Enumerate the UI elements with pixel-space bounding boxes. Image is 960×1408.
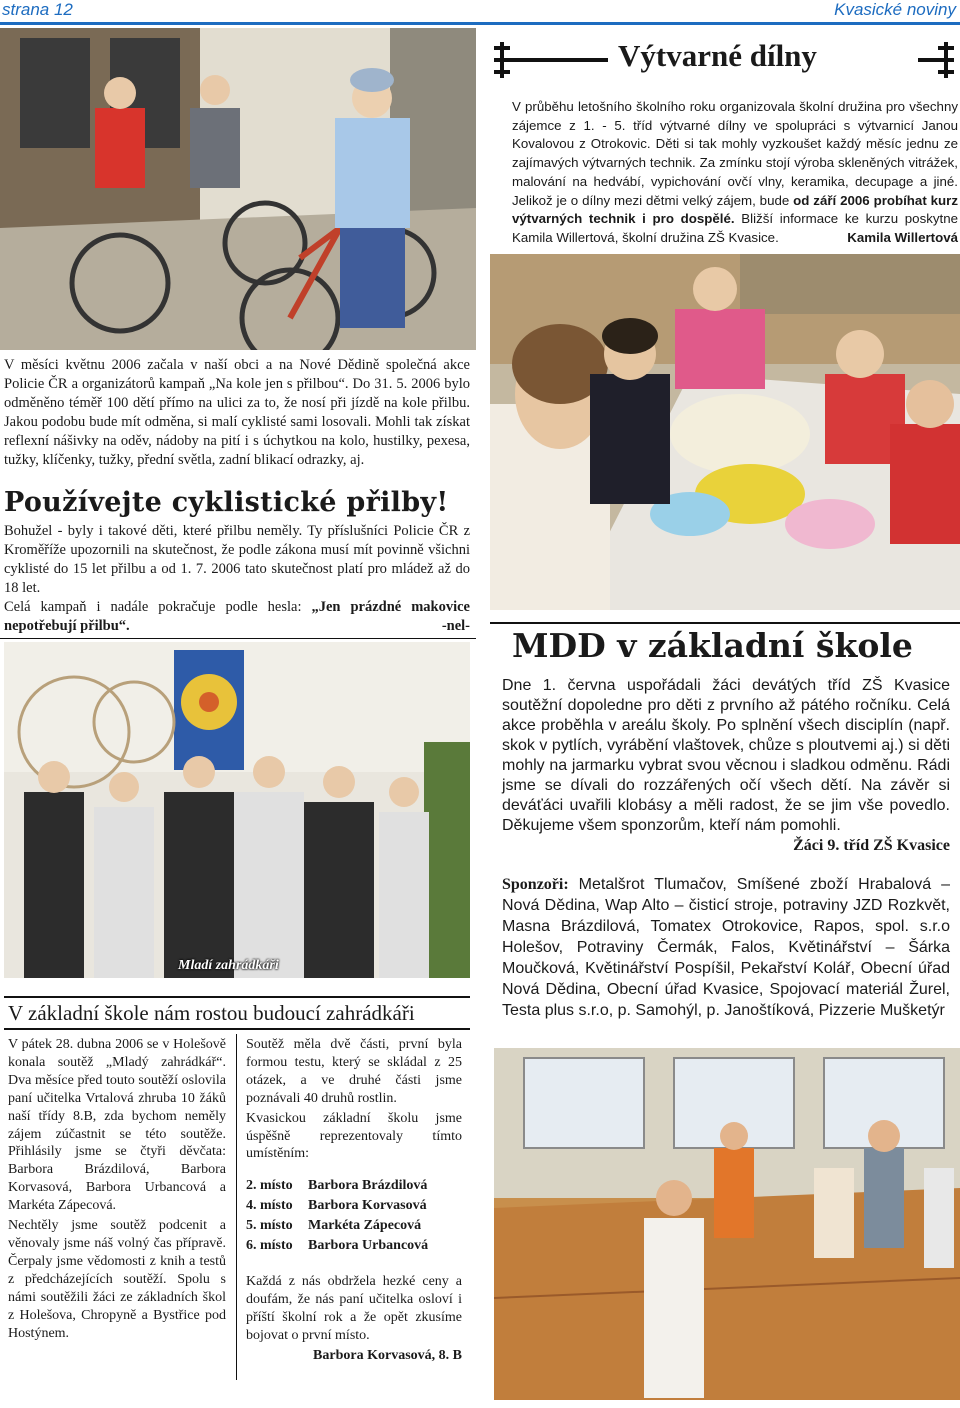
results-table xyxy=(246,1177,428,1257)
zahradkari-col1: V pátek 28. dubna 2006 se v Holešově konala soutěž „Mladý zahrádkář“. Dva měsíce před touto soutěží oslovila paní učitelka Vrtalová zhruba 10 žáků naší třídy 8.B, zda bychom neměly zájem zúčastnit se této soutěže. Přihlásily jsme se čtyři děvčata: Barbora Brázdilová, Barbora Korvasová, Barbora Urbancová a Markéta Zápecová. Nechtěly jsme soutěž podcenit a věnovaly jsme náš volný čas přípravě. Čerpaly jsme vědomosti z knih a testů z předcházejících soutěží. Spolu s námi soutěžili žáci ze základních škol z Holešova, Chropyně a Bystřice pod Hostýnem. xyxy=(8,1037,226,1341)
zahradkari-col2: Soutěž měla dvě části, první byla formou testu, který se skládal z 25 otázek, a ve druhé části jsme poznávali 40 druhů rostlin. Kvasickou základní školu jsme úspěšně reprezentovaly tímto umístěním: 2. místo Barbora Brázdilová 4. místo Barbora Korvasová 5. místo Markéta Zápecová 6. místo Barbora Urbancová Každá z nás obdržela hezké ceny a doufám, že nás paní učitelka osloví i příští školní rok a že opět zkusíme bojovat o první místo. Barbora Korvasová, 8. B xyxy=(246,1037,462,1363)
vytvarne-title: Výtvarné dílny xyxy=(618,38,817,73)
cyklo-text: V měsíci květnu 2006 začala v naší obci a na Nové Dědině společná akce Policie ČR a organizátorů kampaň „Na kole jen s přilbou“. Do 31. 5. 2006 bylo odměněno téměř 100 dětí přímo na ulici za to, že nosí při jízdě na kole přilbu. Jakou podobu bude mít odměna, si malí cyklisté sami losovali. Mohli tak získat reflexní nášivky na oděv, nádoby na pití i s úchytkou na kolo, hustilky, pexesa, tužky, klíčenky, tužky, přední světla, zadní blikací odrazky, aj. xyxy=(4,357,470,468)
mdd-title: MDD v základní škole xyxy=(512,626,913,665)
zahradkari-title-box xyxy=(4,996,470,1030)
column-divider xyxy=(236,1034,237,1380)
zahradkari-signature: Barbora Korvasová, 8. B xyxy=(313,1347,462,1363)
cyklo-text-2: Bohužel - byly i takové děti, které přilbu neměly. Ty příslušníci Policie ČR z Kroměříže upozornili na skutečnost, že podle zákona musí mít povinně všichni cyklisté do 15 let přilbu a od 1. 7. 2006 tato skutečnost platí pro mládež až do 18 let. xyxy=(4,523,470,596)
vytvarne-signature: Kamila Willertová xyxy=(847,229,958,245)
mdd-photo xyxy=(494,1048,960,1400)
cyklo-text-3: Celá kampaň i nadále pokračuje podle hesla: „Jen prázdné makovice nepotřebují přilbu“. -nel- xyxy=(4,599,470,634)
vytvarne-text: V průběhu letošního školního roku organizovala školní družina pro všechny zájemce z 1. - 5. tříd výtvarné dílny ve spolupráci s výtvarnicí Janou Kovalovou z Otrokovic. Děti si tak mohly vyzkoušet každý měsíc jednu ze zajímavých výtvarných technik. Za zmínku stojí výroba skleněných vitrážek, malování na hedvábí, vypichování ovčí vlny, keramika, decupage a jiné. Jelikož je o dílny mezi dětmi velký zájem, bude od září 2006 probíhat kurz výtvarných technik i pro dospělé. Bližší informace ke kurzu poskytne Kamila Willertová, školní družina ZŠ Kvasice. Kamila Willertová xyxy=(512,98,958,248)
cyklo-signature: -nel- xyxy=(441,618,470,634)
header-rule xyxy=(0,22,960,25)
cyklo-headline: Používejte cyklistické přilby! xyxy=(4,487,449,518)
result-row: 5. místo Markéta Zápecová xyxy=(246,1218,422,1234)
cyklo-rule xyxy=(0,638,476,639)
sponsors-text: Sponzoři: Metalšrot Tlumačov, Smíšené zboží Hrabalová – Nová Dědina, Wap Alto – čisticí stroje, potraviny JZD Rozkvět, Masna Brázdilová, Tomatex Otrokovice, Rapos, spol. s.r.o Holešov, Potraviny Čermák, Falos, Květinářství – Šárka Moučková, Květinářství Pospíšil, Pekařství Kolář, Obecní úřad Nová Dědina, Obecní úřad Kvasice, Spojovací materiál Žurel, Testa plus s.r.o, p. Samohýl, p. Janoštíková, Pizzerie Mušketýr xyxy=(502,876,950,1019)
gardeners-photo xyxy=(4,642,470,978)
result-row: 6. místo Barbora Urbancová xyxy=(246,1238,429,1254)
page-number: strana 12 xyxy=(2,0,73,19)
cyclists-photo xyxy=(0,28,476,350)
mdd-signature: Žáci 9. tříd ZŠ Kvasice xyxy=(793,837,950,854)
gardeners-caption: Mladí zahrádkáři xyxy=(178,958,279,973)
result-row: 2. místo Barbora Brázdilová xyxy=(246,1178,428,1194)
workshop-photo xyxy=(490,254,960,610)
newspaper-name: Kvasické noviny xyxy=(834,0,956,19)
result-row: 4. místo Barbora Korvasová xyxy=(246,1198,427,1214)
mdd-top-rule xyxy=(490,622,960,624)
vytvarne-title-banner xyxy=(488,34,960,86)
zahradkari-title: V základní škole nám rostou budoucí zahrádkáři xyxy=(8,1001,415,1025)
mdd-text: Dne 1. června uspořádali žáci devátých tříd ZŠ Kvasice soutěžní dopoledne pro děti z prvního až pátého ročníku. Celá akce proběhla v areálu školy. Po splnění všech disciplín (např. skok v pytlích, vyrábění vlaštovek, chůze s ploutvemi aj.) si děti mohly na jarmarku vybrat svou věcnou i sladkou odměnu. Rádi jsme se dívali do rozzářených očí všech dětí. Na závěr si deváťáci uvařili klobásy a měli radost, že se jim vše povedlo. Děkujeme všem sponzorům, kteří nám pomohli. Žáci 9. tříd ZŠ Kvasice xyxy=(502,677,950,854)
